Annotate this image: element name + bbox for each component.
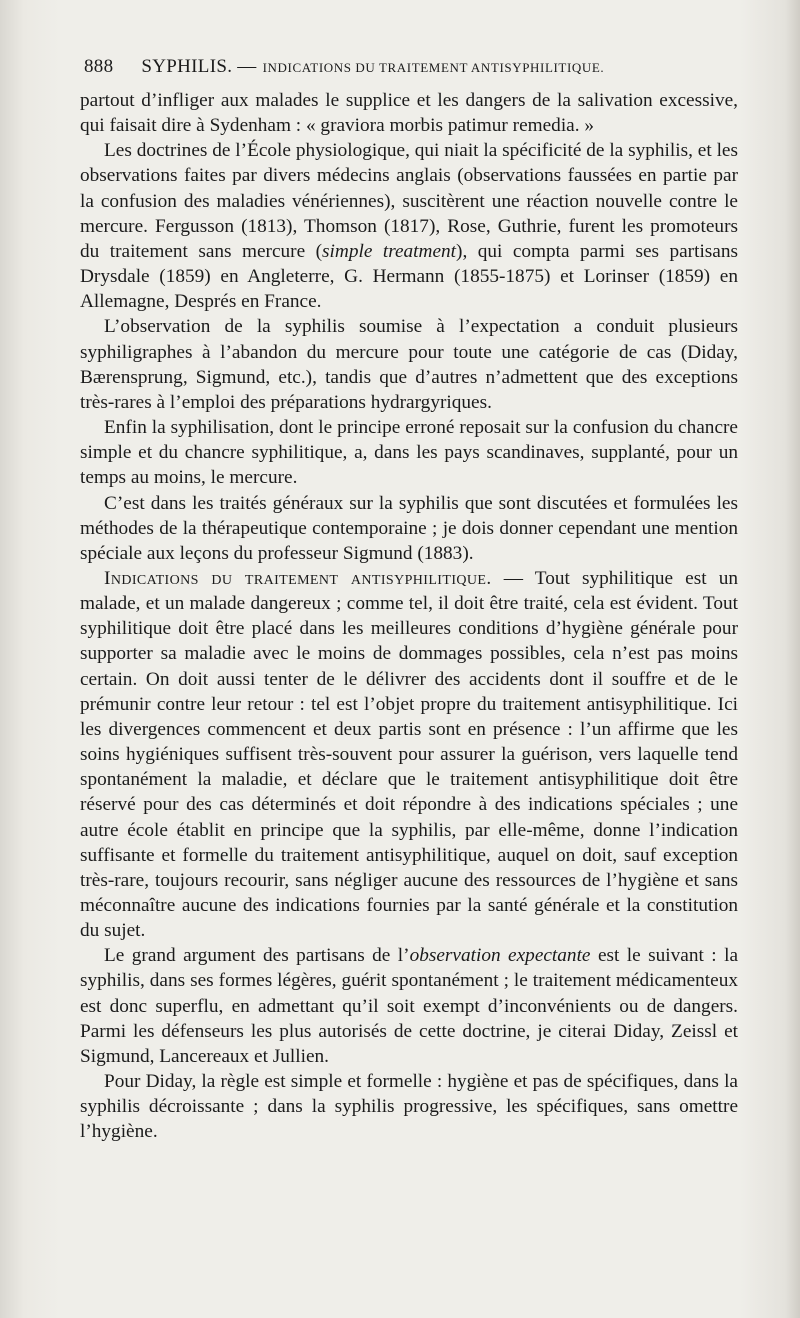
paragraph-text: est le suivant : la syphilis, dans ses formes légères, guérit spontanément ; le traitement médicamenteux est donc superflu, en admettant qu’il soit exempt d’inconvénients ou de dangers. Parmi les défenseurs les plus autorisés de cette doctrine, je citerai Diday, Zeissl et Sigmund, Lancereaux et Jullien. [80, 945, 739, 1067]
paragraph-text: Pour Diday, la règle est simple et formelle : hygiène et pas de spécifiques, dans la syphilis décroissante ; dans la syphilis progressive, les spécifiques, sans omettre l’hygiène. [80, 1071, 738, 1143]
italic-term: simple treatment [322, 240, 457, 262]
running-header [84, 56, 744, 84]
paragraph-text: Les doctrines de l’École physiologique, qui niait la spécificité de la syphilis, et les observations faites par divers médecins anglais (observations faussées en partie par la confusion des maladies vénériennes), suscitèrent une réaction nouvelle contre le mercure. Fergusson (1813), Thomson (1817), Rose, Guthrie, furent les promoteurs du traitement sans mercure ( [80, 140, 738, 262]
section-title: SYPHILIS. — [141, 56, 257, 77]
paragraph-continuation [80, 88, 738, 138]
paragraph-indications [80, 566, 738, 943]
running-title: INDICATIONS DU TRAITEMENT ANTISYPHILITIQUE. [262, 60, 605, 75]
paragraph-traites [80, 491, 738, 566]
paragraph-diday [80, 1069, 738, 1144]
paragraph-doctrines [80, 138, 738, 314]
paragraph-observation [80, 314, 738, 415]
paragraph-argument [80, 943, 738, 1069]
body-text [80, 88, 738, 1145]
paragraph-text: partout d’infliger aux malades le supplice et les dangers de la salivation excessive, qui faisait dire à Sydenham : « graviora morbis patimur remedia. » [80, 90, 738, 137]
paragraph-text: Enfin la syphilisation, dont le principe erroné reposait sur la confusion du chancre simple et du chancre syphilitique, a, dans les pays scandinaves, supplanté, pour un temps au moins, le mercure. [80, 417, 738, 489]
page-number: 888 [84, 56, 114, 77]
paragraph-text: Le grand argument des partisans de l’ [104, 945, 410, 967]
italic-term: observation expectante [409, 945, 591, 967]
paragraph-text: ), qui compta parmi ses partisans Drysdale (1859) en Angleterre, G. Hermann (1855-1875) et Lorinser (1859) en Allemagne, Després en France. [80, 240, 739, 313]
paragraph-syphilisation [80, 415, 738, 490]
paragraph-text: — Tout syphilitique est un malade, et un malade dangereux ; comme tel, il doit être traité, cela est évident. Tout syphilitique doit être placé dans les meilleures conditions d’hygiène générale pour supporter sa maladie avec le moins de dommages possibles, cela n’est pas moins certain. On doit aussi tenter de le délivrer des accidents dont il souffre et de le prémunir contre leur retour : tel est l’objet propre du traitement antisyphilitique. Ici les divergences commencent et deux partis sont en présence : l’un affirme que les soins hygiéniques suffisent très-souvent pour assurer la guérison, vers laquelle tend spontanément la maladie, et déclare que le traitement antisyphilitique doit être réservé pour des cas déterminés et doit répondre à des indications spéciales ; une autre école établit en principe que la syphilis, par elle-même, donne l’indication suffisante et formelle du traitement antisyphilitique, auquel on doit, sauf exception très-rare, toujours recourir, sans négliger aucune des ressources de l’hygiène et sans méconnaître aucune des indications fournies par la santé générale et la constitution du sujet. [80, 567, 738, 942]
section-heading: Indications du traitement antisyphilitique. [104, 567, 492, 589]
paragraph-text: C’est dans les traités généraux sur la syphilis que sont discutées et formulées les méthodes de la thérapeutique contemporaine ; je dois donner cependant une mention spéciale aux leçons du professeur Sigmund (1883). [80, 492, 738, 564]
paragraph-text: L’observation de la syphilis soumise à l’expectation a conduit plusieurs syphiligraphes à l’abandon du mercure pour toute une catégorie de cas (Diday, Bærensprung, Sigmund, etc.), tandis que d’autres n’admettent que des exceptions très-rares à l’emploi des préparations hydrargyriques. [80, 316, 738, 413]
